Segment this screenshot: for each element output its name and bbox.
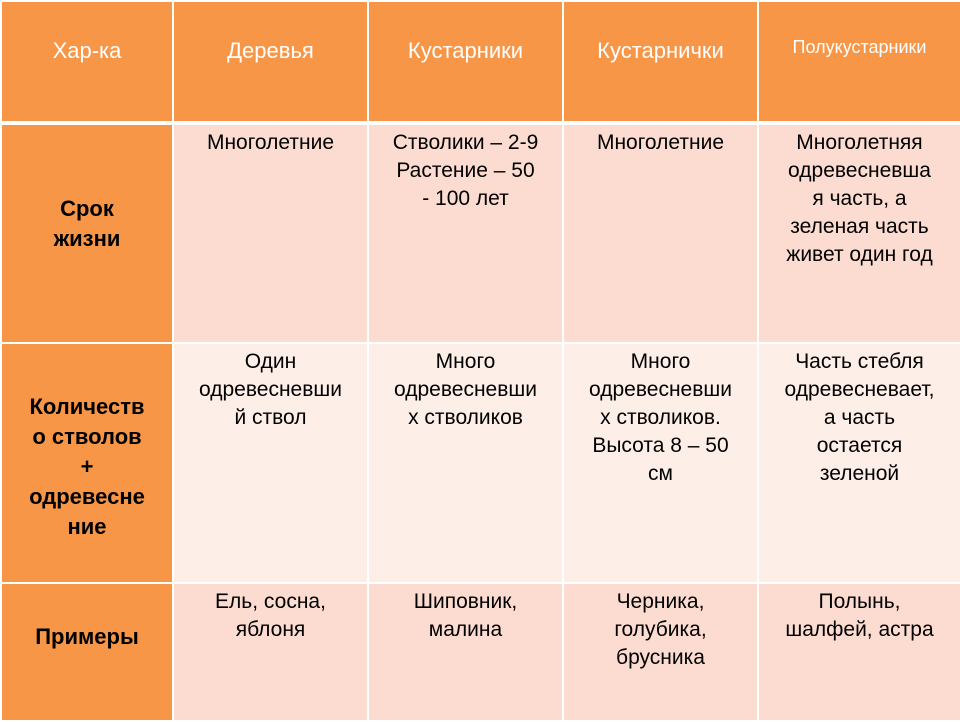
- header-subshrubs: Полукустарники: [758, 1, 960, 123]
- table-row: [1, 123, 960, 343]
- header-dwarf-shrubs: Кустарнички: [563, 1, 758, 123]
- table-cell: Один одревесневши й ствол: [173, 343, 368, 583]
- table-cell: Многолетние: [173, 123, 368, 343]
- table-cell: Многолетние: [563, 123, 758, 343]
- table-cell: Часть стебля одревесневает, а часть остается зеленой: [758, 343, 960, 583]
- header-trees: Деревья: [173, 1, 368, 123]
- table-cell: Многолетняя одревесневша я часть, а зеленая часть живет один год: [758, 123, 960, 343]
- table-row: [1, 583, 960, 721]
- row-head-stem-count: Количеств о стволов + одревесне ние: [1, 343, 173, 583]
- header-characteristic: Хар-ка: [1, 1, 173, 123]
- table-cell: Много одревесневши х стволиков. Высота 8 – 50 см: [563, 343, 758, 583]
- table-row: [1, 343, 960, 583]
- table-cell: Много одревесневши х стволиков: [368, 343, 563, 583]
- table-cell: Ель, сосна, яблоня: [173, 583, 368, 721]
- table-cell: Шиповник, малина: [368, 583, 563, 721]
- table-cell: Полынь, шалфей, астра: [758, 583, 960, 721]
- table-cell: Черника, голубика, брусника: [563, 583, 758, 721]
- table-cell: Стволики – 2-9 Растение – 50 - 100 лет: [368, 123, 563, 343]
- header-row: [1, 1, 960, 123]
- header-shrubs: Кустарники: [368, 1, 563, 123]
- row-head-examples: Примеры: [1, 583, 173, 721]
- row-head-lifespan: Срок жизни: [1, 123, 173, 343]
